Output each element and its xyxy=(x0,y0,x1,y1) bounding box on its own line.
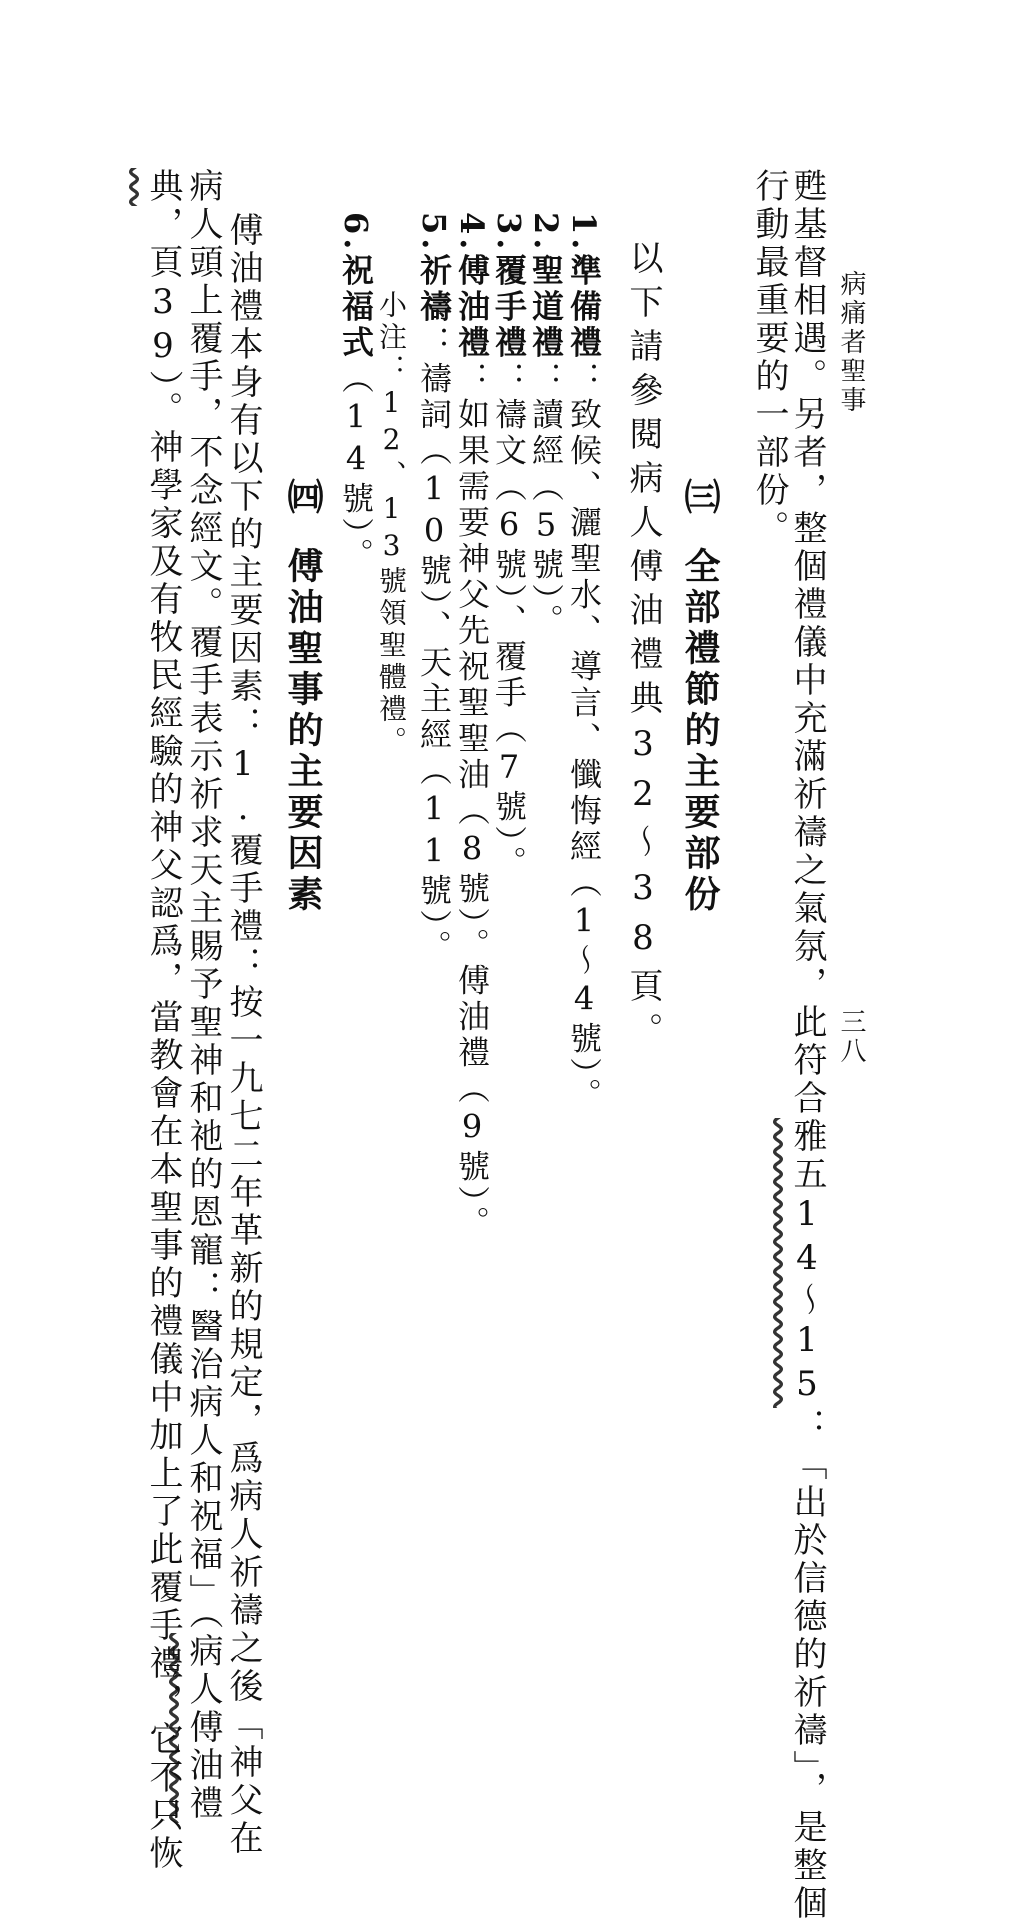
paragraph-line: 傅油禮本身有以下的主要因素：1.覆手禮：按一九七二年革新的規定，爲病人祈禱之後「神父在 xyxy=(223,212,263,1858)
paragraph-line xyxy=(183,168,223,1823)
page-number: 三八 xyxy=(836,1008,866,1066)
list-item xyxy=(453,212,491,1242)
list-item xyxy=(490,212,528,882)
section-heading xyxy=(282,478,324,916)
section-heading xyxy=(679,478,721,916)
list-item xyxy=(415,212,453,966)
list-label: 覆手禮 xyxy=(490,253,528,362)
book-title-reference: 病人傅油禮 xyxy=(183,1633,223,1823)
list-text: ：讀經（5號）。 xyxy=(527,361,565,640)
list-item xyxy=(337,212,375,574)
scripture-reference: 雅五14～15 xyxy=(787,1118,827,1408)
list-item xyxy=(565,212,603,1114)
list-text: ：禱文（6號）、覆手（7號）。 xyxy=(490,361,528,882)
section-marker: ㈢ xyxy=(679,478,721,519)
list-number: 1. xyxy=(565,212,603,254)
section-title: 傅油聖事的主要因素 xyxy=(282,547,324,916)
section-title: 全部禮節的主要部份 xyxy=(679,547,721,916)
paragraph-line: 行動最重要的一部份。 xyxy=(749,168,789,548)
paragraph-line xyxy=(787,168,827,1923)
paragraph-text: 甦基督相遇。另者，整個禮儀中充滿祈禱之氣氛，此符合 xyxy=(787,168,827,1118)
section-intro: 以下請參閱病人傅油禮典32～38頁。 xyxy=(623,240,663,1056)
list-number: 3. xyxy=(490,212,528,254)
paragraph-line xyxy=(143,168,183,1873)
running-header-title: 病痛者聖事 xyxy=(836,270,866,415)
small-note: 小注：12、13號領聖體禮。 xyxy=(375,290,408,758)
list-number: 6. xyxy=(337,212,375,254)
list-label: 傅油禮 xyxy=(453,253,491,362)
paragraph-text: ：「出於信德的祈禱」，是整個 xyxy=(787,1408,827,1923)
list-number: 4. xyxy=(453,212,491,254)
list-text: ：如果需要神父先祝聖聖油（8號）。傅油禮（9號）。 xyxy=(453,361,491,1242)
list-number: 5. xyxy=(415,212,453,254)
list-label: 祝福式 xyxy=(337,253,375,362)
list-text: ：致候、灑聖水、導言、懺悔經（1～4號）。 xyxy=(565,361,603,1114)
list-label: 聖道禮 xyxy=(527,253,565,362)
paragraph-text: 病人頭上覆手，不念經文。覆手表示祈求天主賜予聖神和祂的恩寵：醫治病人和祝福」（ xyxy=(183,168,223,1633)
list-number: 2. xyxy=(527,212,565,254)
list-label: 祈禱 xyxy=(415,253,453,326)
list-item xyxy=(527,212,565,640)
book-title-reference: 典 xyxy=(143,168,183,206)
list-text: ：禱詞（10號）、天主經（11號）。 xyxy=(415,325,453,966)
paragraph-text: ，頁39）。神學家及有牧民經驗的神父認爲，當教會在本聖事的禮儀中加上了此覆手禮，它不只恢 xyxy=(143,206,183,1873)
list-text: （14號）。 xyxy=(337,361,375,574)
list-label: 準備禮 xyxy=(565,253,603,362)
section-marker: ㈣ xyxy=(282,478,324,519)
